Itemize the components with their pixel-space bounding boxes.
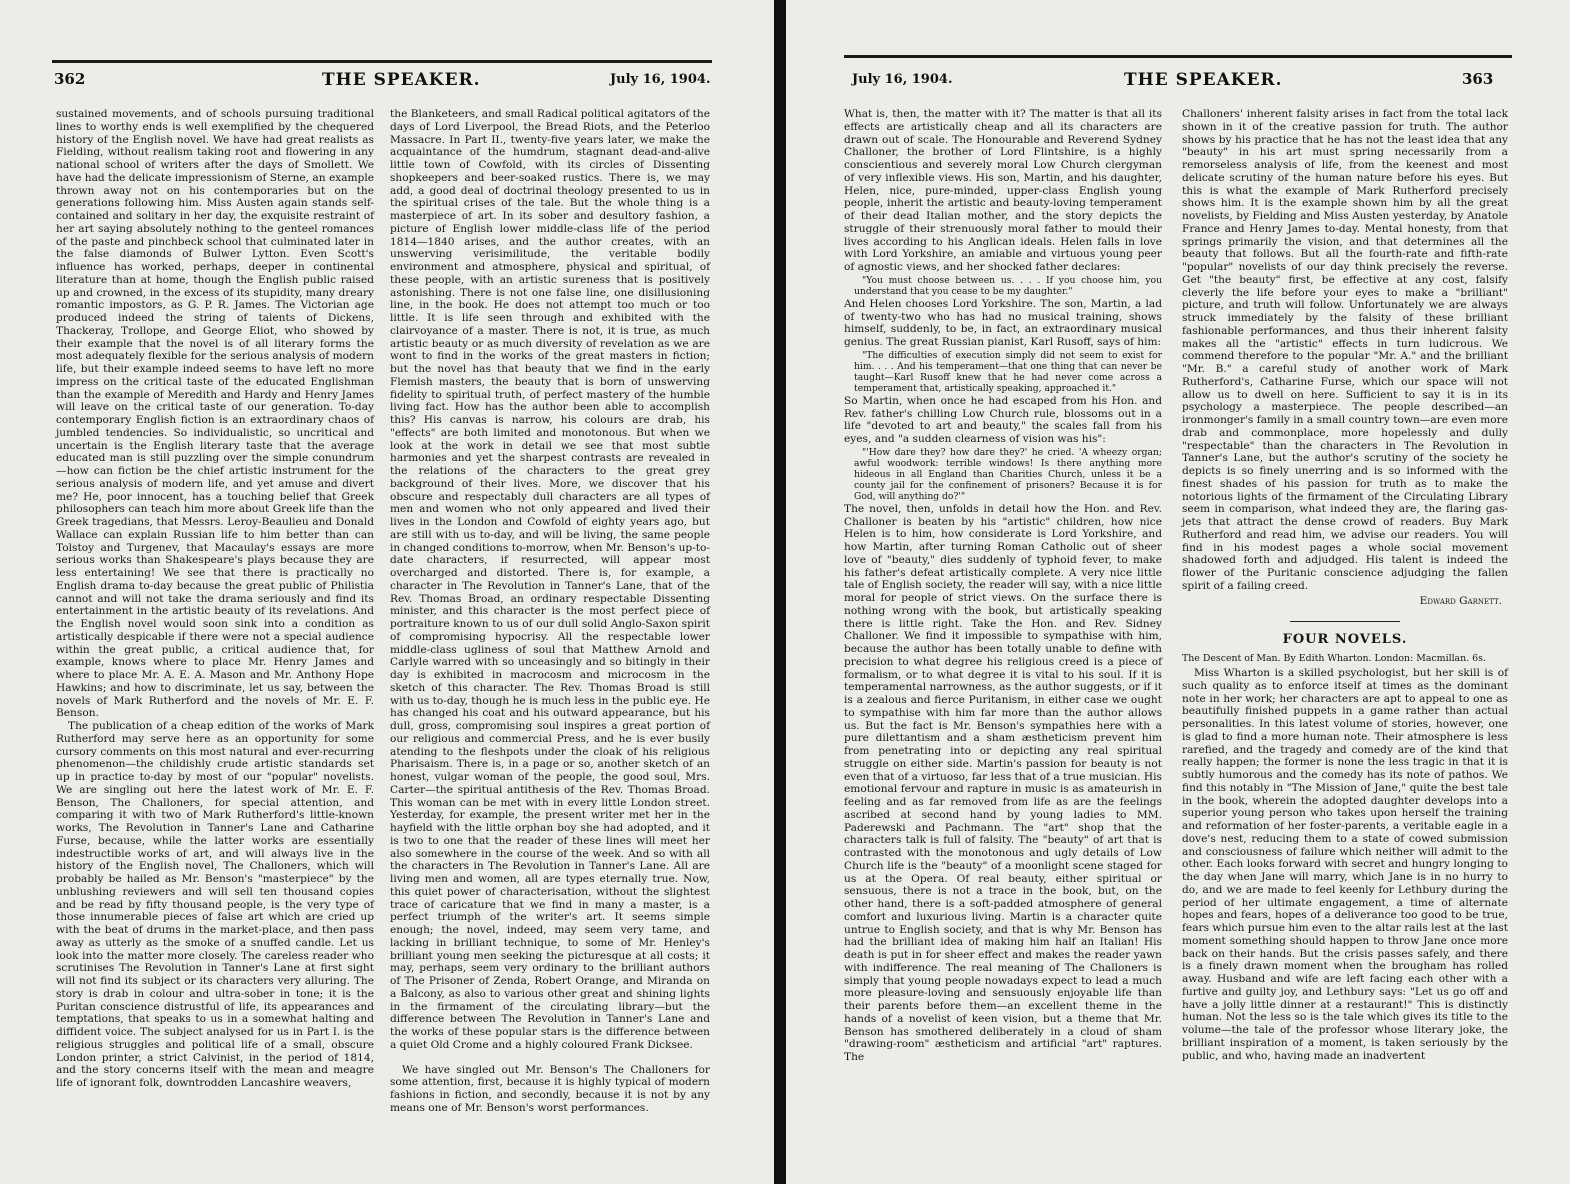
article-paragraph: The novel, then, unfolds in detail how the Hon. and Rev. Challoner is beaten by his "artistic" children, how nice Helen is to him, how considerate is Lord Yorkshire, and how Martin, after turning Roman Catholic out of sheer love of "beauty," dies suddenly of typhoid fever, to make his father's defeat artistically complete. A very nice little tale of English society, the reader will say, with a nice little moral for people of strict views. On the surface there is nothing wrong with the book, but artistically speaking there is little right. Take the Hon. and Rev. Sidney Challoner. We find it impossible to sympathise with him, because the author has been totally unable to define with precision to what degree his religious creed is a piece of formalism, or to what degree it is vital to his soul. If it is temperamental narrowness, as the author suggests, or if it is a zealous and fierce Puritanism, in either case we ought to sympathise with him far more than the author allows us. But the fact is Mr. Benson's sympathies here with a pure dilettantism and a sham æstheticism prevent him from penetrating into or depicting any real spiritual struggle on either side. Martin's passion for beauty is not even that of a virtuoso, far less that of a true musician. His emotional fervour and rapture in music is as amateurish in feeling and as far removed from life as are the feelings ascribed at second hand by young ladies to MM. Paderewski and Pachmann. The "art" shop that the characters talk is full of falsity. The "beauty" of art that is contrasted with the monotonous and ugly details of Low Church life is the "beauty" of a moonlight scene staged for us at the Opera. Of real beauty, either spiritual or sensuous, there is not a trace in the book, but, on the other hand, there is a soft-padded atmosphere of general comfort and luxurious living. Martin is a character quite untrue to English society, and that is why Mr. Benson has had the brilliant idea of making him half an Italian! His death is put in for sheer effect and makes the reader yawn with indifference. The real meaning of The Challoners is simply that young people nowadays expect to lead a much more pleasure-loving and sensuously enjoyable life than their parents before them—an excellent theme in the hands of a novelist of keen vision, but a theme that Mr. Benson has smothered deliberately in a cloud of sham "drawing-room" æstheticism and artificial "art" raptures. The xyxy=(844,502,1162,1063)
article-paragraph: And Helen chooses Lord Yorkshire. The son, Martin, a lad of twenty-two who has had no musical training, shows himself, suddenly, to be, in fact, an extraordinary musical genius. The great Russian pianist, Karl Rusoff, says of him: xyxy=(844,297,1162,348)
review-paragraph: Miss Wharton is a skilled psychologist, but her skill is of such quality as to enforce itself at times as the dominant note in her work; her characters are apt to appeal to one as beautifully finished puppets in a game rather than actual personalities. In this latest volume of stories, however, one is glad to find a more human note. Their atmosphere is less rarefied, and the tragedy and comedy are of the kind that really happen; the former is none the less tragic in that it is subtly humorous and the comedy has its note of pathos. We find this notably in "The Mission of Jane," quite the best tale in the book, wherein the adopted daughter develops into a superior young person who takes upon herself the training and reformation of her foster-parents, a veritable eagle in a dove's nest, reducing them to a state of cowed submission and consciousness of failure which neither will admit to the other. Each looks forward with secret and hungry longing to the day when Jane will marry, which Jane is in no hurry to do, and we are made to feel keenly for Lethbury during the period of her ultimate engagement, a time of alternate hopes and fears, hopes of a deliverance too good to be true, fears which pursue him even to the altar rails lest at the last moment something should happen to throw Jane once more back on their hands. But the crisis passes safely, and there is a finely drawn moment when the brougham has rolled away. Husband and wife are left facing each other with a furtive and guilty joy, and Lethbury says: "Let us go off and have a jolly little dinner at a restaurant!" This is distinctly human. Not the less so is the tale which gives its title to the volume—the tale of the professor whose literary joke, the brilliant inspiration of a moment, is taken seriously by the public, and who, having made an inadvertent xyxy=(1182,667,1508,1062)
article-paragraph: sustained movements, and of schools pursuing traditional lines to worthy ends is well exemplified by the chequered history of the English novel. We have had great realists as Fielding, without realism taking root and flowering in any national school of writers after the days of Smollett. We have had the delicate impressionism of Sterne, an example thrown away not on his contemporaries but on the generations following him. Miss Austen again stands self-contained and solitary in her day, the exquisite restraint of her art saying absolutely nothing to the genteel romances of the paste and pinchbeck school that culminated later in the false diamonds of Bulwer Lytton. Even Scott's influence has worked, perhaps, deeper in continental literature than at home, though the English public raised up and crowned, in the excess of its stupidity, many dreary romantic impostors, as G. P. R. James. The Victorian age produced indeed the string of talents of Dickens, Thackeray, Trollope, and George Eliot, who showed by their example that the novel is of all literary forms the most adequately flexible for the serious analysis of modern life, but their example indeed seems to have left no more impress on the critical taste of the educated Englishman than the example of Meredith and Hardy and Henry James will leave on the critical taste of our generation. To-day contemporary English fiction is an extraordinary chaos of jumbled tendencies. So individualistic, so uncritical and uncertain is the English literary taste that the average educated man is still puzzling over the simple conundrum—how can fiction be the chief artistic instrument for the serious analysis of modern life, and yet amuse and divert me? He, poor innocent, has a touching belief that Greek philosophers can teach him more about Greek life than the Greek tragedians, that Messrs. Leroy-Beaulieu and Donald Wallace can explain Russian life to him better than can Tolstoy and Turgenev, that Macaulay's essays are more serious works than Shakespeare's plays because they are less entertaining! We see that there is practically no English drama to-day because the great public of Philistia cannot and will not take the drama seriously and find its entertainment in the artistic beauty of its revelations. And the English novel would soon sink into a condition as artistically despicable if there were not a special audience within the great public, a critical audience that, for example, knows where to place Mr. Henry James and where to place Mr. A. E. A. Mason and Mr. Anthony Hope Hawkins; and how to discriminate, let us say, between the novels of Mark Rutherford and the novels of Mr. E. F. Benson. xyxy=(56,108,374,720)
review-heading: The Descent of Man. By Edith Wharton. London: Macmillan. 6s. xyxy=(1182,653,1486,664)
article-paragraph: What is, then, the matter with it? The matter is that all its effects are artistically cheap and all its characters are drawn out of scale. The Honourable and Reverend Sydney Challoner, the brother of Lord Flintshire, is a highly conscientious and severely moral Low Church clergyman of very inflexible views. His son, Martin, and his daughter, Helen, nice, pure-minded, upper-class English young people, inherit the artistic and beauty-loving temperament of their dead Italian mother, and the story depicts the struggle of their strenuously moral father to mould their lives according to his Anglican ideals. Helen falls in love with Lord Yorkshire, an amiable and virtuous young peer of agnostic views, and her shocked father declares: xyxy=(844,108,1162,273)
masthead: THE SPEAKER. xyxy=(322,70,481,90)
left-column-1 xyxy=(56,108,374,1090)
article-paragraph: We have singled out Mr. Benson's The Challoners for some attention, first, because it is highly typical of modern fashions in fiction, and secondly, because it is not by any means one of Mr. Benson's worst performances. xyxy=(390,1063,710,1114)
block-quote: "You must choose between us. . . . If you choose him, you understand that you cease to be my daughter." xyxy=(854,274,1162,297)
left-column-2 xyxy=(390,108,710,1115)
right-column-1 xyxy=(844,108,1162,1064)
right-page xyxy=(786,0,1570,1184)
left-page-header xyxy=(52,70,712,94)
header-rule xyxy=(844,55,1512,58)
page-gutter xyxy=(774,0,786,1184)
page-number: 363 xyxy=(1462,70,1494,88)
section-divider xyxy=(1290,621,1400,622)
block-quote: "The difficulties of execution simply did not seem to exist for him. . . . And his temperament—that one thing that can never be taught—Karl Rusoff knew that he had never come across a temperament that, artistically speaking, approached it." xyxy=(854,349,1162,394)
block-quote: "'How dare they? how dare they?' he cried. 'A wheezy organ; awful woodwork: terrible windows! Is there anything more hideous in all England than Charities Church, unless it be a county jail for the confinement of prisoners? Because it is for God, will anything do?'" xyxy=(854,446,1162,502)
article-paragraph: Challoners' inherent falsity arises in fact from the total lack shown in it of the creative passion for truth. The author shows by his practice that he has not the least idea that any "beauty" in his art must spring necessarily from a remorseless analysis of life, from the keenest and most delicate scrutiny of the human nature before his eyes. But this is what the example of Mark Rutherford precisely shows him. It is the example shown him by all the great novelists, by Fielding and Miss Austen yesterday, by Anatole France and Henry James to-day. Mental honesty, from that springs primarily the vision, and that determines all the beauty that follows. But all the fourth-rate and fifth-rate "popular" novelists of our day think precisely the reverse. Get "the beauty" first, be effective at any cost, falsify cleverly the life before your eyes to make a "brilliant" picture, and truth will follow. Unfortunately we are always struck immediately by the falsity of these brilliant fashionable performances, and thus their inherent falsity makes all the "artistic" effects in turn ludicrous. We commend therefore to the popular "Mr. A." and the brilliant "Mr. B." a careful study of another work of Mark Rutherford's, Catharine Furse, which our space will not allow us to dwell on here. Sufficient to say it is in its psychology a masterpiece. The people described—an ironmonger's family in a small country town—are even more drab and commonplace, more hopelessly and dully "respectable" than the characters in The Revolution in Tanner's Lane, but the author's scrutiny of the society he depicts is so finely unerring and is so informed with the finest shades of his passion for truth as to make the notorious lights of the firmament of the Circulating Library seem in comparison, what indeed they are, the flaring gas-jets that attract the dense crowd of readers. Buy Mark Rutherford and read him, we advise our readers. You will find in his modest pages a whole social movement shadowed forth and adjudged. His talent is indeed the flower of the Puritanic conscience adjudging the fallen spirit of a failing creed. xyxy=(1182,108,1508,592)
page-number: 362 xyxy=(54,70,86,88)
left-page xyxy=(0,0,774,1184)
issue-date: July 16, 1904. xyxy=(610,72,711,87)
masthead: THE SPEAKER. xyxy=(1124,70,1283,90)
header-rule xyxy=(52,60,712,63)
article-paragraph: So Martin, when once he had escaped from his Hon. and Rev. father's chilling Low Church rule, blossoms out in a life "devoted to art and beauty," the scales fall from his eyes, and "a sudden clearness of vision was his": xyxy=(844,394,1162,445)
article-paragraph: the Blanketeers, and small Radical political agitators of the days of Lord Liverpool, the Bread Riots, and the Peterloo Massacre. In Part II., twenty-five years later, we make the acquaintance of the humdrum, stagnant dead-and-alive little town of Cowfold, with its circles of Dissenting shopkeepers and beer-soaked rustics. There is, we may add, a good deal of doctrinal theology presented to us in the spiritual crises of the tale. But the whole thing is a masterpiece of art. In its sober and desultory fashion, a picture of English lower middle-class life of the period 1814—1840 arises, and the author creates, with an unswerving verisimilitude, the veritable bodily environment and atmosphere, physical and spiritual, of these people, with an artistic sureness that is positively astonishing. There is not one false line, one disillusioning line, in the book. He does not attempt too much or too little. It is life seen through and exhibited with the clairvoyance of a master. There is not, it is true, as much artistic beauty or as much diversity of revelation as we are wont to find in the works of the great masters in fiction; but the novel has that beauty that we find in the early Flemish masters, the beauty that is born of unswerving fidelity to spiritual truth, of perfect mastery of the humble living fact. How has the author been able to accomplish this? His canvas is narrow, his colours are drab, his "effects" are both limited and monotonous. But when we look at the work in detail we see that most subtle harmonies and yet the sharpest contrasts are revealed in the relations of the characters to the great grey background of their lives. More, we discover that his obscure and respectably dull characters are all types of men and women who not only appeared and lived their lives in the London and Cowfold of eighty years ago, but are still with us to-day, and will be living, the same people in changed conditions to-morrow, when Mr. Benson's up-to-date characters, if resurrected, will appear most overcharged and distorted. There is, for example, a character in The Revolution in Tanner's Lane, that of the Rev. Thomas Broad, an ordinary respectable Dissenting minister, and this character is the most perfect piece of portraiture known to us of our dull solid Anglo-Saxon spirit of compromising hypocrisy. All the respectable lower middle-class ugliness of soul that Matthew Arnold and Carlyle warred with so unceasingly and so bitingly in their day is exhibited in macrocosm and microcosm in the sketch of this character. The Rev. Thomas Broad is still with us to-day, though he is much less in the public eye. He has changed his coat and his outward appearance, but his dull, gross, compromising soul inspires a great portion of our religious and commercial Press, and he is ever busily atending to the fleshpots under the cloak of his religious Pharisaism. There is, in a page or so, another sketch of an honest, vulgar woman of the people, the good soul, Mrs. Carter—the spiritual antithesis of the Rev. Thomas Broad. This woman can be met with in every little London street. Yesterday, for example, the present writer met her in the hayfield with the little orphan boy she had adopted, and it is two to one that the reader of these lines will meet her also somewhere in the course of the week. And so with all the characters in The Revolution in Tanner's Lane. All are living men and women, all are types eternally true. Now, this quiet power of characterisation, without the slightest trace of caricature that we find in many a master, is a perfect triumph of the writer's art. It seems simple enough; the novel, indeed, may seem very tame, and lacking in brilliant technique, to some of Mr. Henley's brilliant young men seeking the picturesque at all costs; it may, perhaps, seem very ordinary to the brilliant authors of The Prisoner of Zenda, Robert Orange, and Miranda on a Balcony, as also to various other great and shining lights in the firmament of the circulating library—but the difference between The Revolution in Tanner's Lane and the works of these popular stars is the difference between a quiet Old Crome and a highly coloured Frank Dicksee. xyxy=(390,108,710,1051)
section-title: FOUR NOVELS. xyxy=(1282,632,1408,648)
author-signature: Edward Garnett. xyxy=(1419,594,1502,607)
right-column-2 xyxy=(1182,108,1508,1062)
issue-date: July 16, 1904. xyxy=(852,72,953,87)
right-page-header xyxy=(844,70,1512,94)
article-paragraph: The publication of a cheap edition of the works of Mark Rutherford may serve here as an opportunity for some cursory comments on this most natural and ever-recurring phenomenon—the childishly crude artistic standards set up in practice to-day by most of our "popular" novelists. We are singling out here the latest work of Mr. E. F. Benson, The Challoners, for special attention, and comparing it with two of Mark Rutherford's little-known works, The Revolution in Tanner's Lane and Catharine Furse, because, while the latter works are essentially indestructible works of art, and will always live in the history of the English novel, The Challoners, which will probably be hailed as Mr. Benson's "masterpiece" by the unblushing reviewers and will sell ten thousand copies and be read by fifty thousand people, is the very type of those innumerable pieces of false art which are cried up with the beat of drums in the market-place, and then pass away as utterly as the smoke of a snuffed candle. Let us look into the matter more closely. The careless reader who scrutinises The Revolution in Tanner's Lane at first sight will not find its subject or its characters very alluring. The story is drab in colour and ultra-sober in tone; it is the Puritan conscience distrustful of life, its appearances and temptations, that speaks to us in a somewhat halting and diffident voice. The subject analysed for us in Part I. is the religious struggles and political life of a small, obscure London printer, a strict Calvinist, in the period of 1814, and the story concerns itself with the mean and meagre life of ignorant folk, downtrodden Lancashire weavers, xyxy=(56,720,374,1089)
